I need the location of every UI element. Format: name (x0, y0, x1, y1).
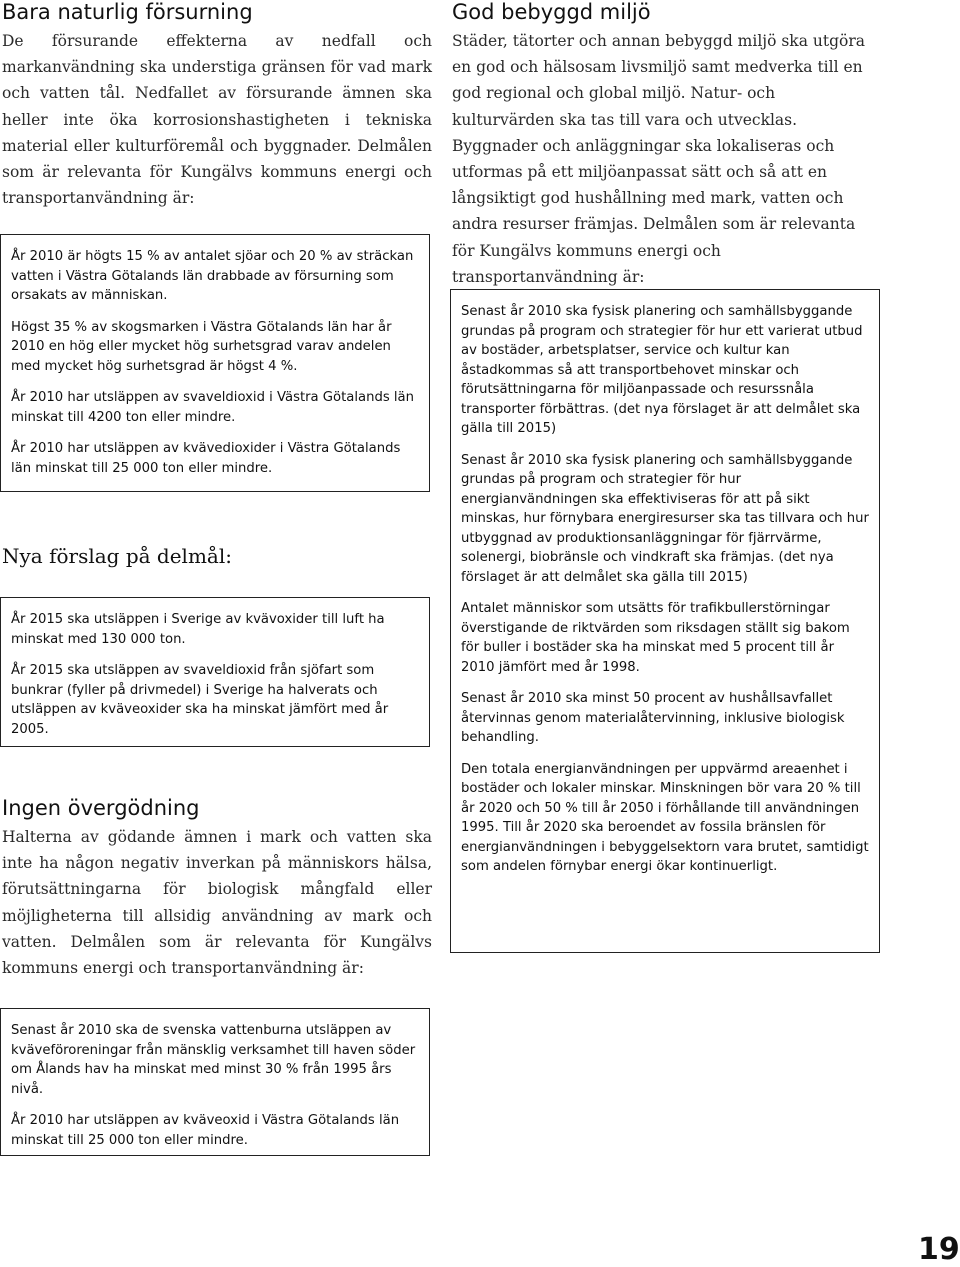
list-item: År 2015 ska utsläppen i Sverige av kvävoxider till luft ha minskat med 130 000 ton. (11, 612, 385, 647)
list-item: Högst 35 % av skogsmarken i Västra Götalands län har år 2010 en hög eller mycket hög surhetsgrad varav andelen med mycket hög surhetsgrad är högst 4 %. (11, 319, 392, 374)
list-item: År 2010 har utsläppen av kvävedioxider i Västra Götalands län minskat till 25 000 ton eller mindre. (11, 441, 401, 476)
box-nya-forslag (0, 597, 430, 747)
page-number: 19 (918, 1232, 960, 1267)
heading-bara-naturlig-forsurning: Bara naturlig försurning (2, 0, 253, 24)
list-item: Senast år 2010 ska fysisk planering och samhällsbyggande grundas på program och strategier för hur energianvändningen ska effektiviseras för att på sikt minskas, hur förnybara energiresurser ska tas tillvara och hur utbyggnad av produktionsanläggningar för fjärrvärme, solenergi, biobränsle och vindkraft ska främjas. (det nya förslaget är att delmålet ska gälla till 2015) (461, 452, 869, 585)
box-bebyggd-miljo-delmal (450, 289, 880, 953)
list-item: Senast år 2010 ska minst 50 procent av hushållsavfallet återvinnas genom materialåtervinning, inklusive biologisk behandling. (461, 691, 845, 745)
list-item: Den totala energianvändningen per uppvärmd areaenhet i bostäder och lokaler minskar. Minskningen bör vara 20 % till år 2020 och 50 % till år 2050 i förhållande till användningen 1995. Till år 2020 ska beroendet av fossila bränslen för energianvändningen i bebyggelsektorn vara brutet, samtidigt som andelen förnybar energi ökar kontinuerligt. (461, 761, 869, 874)
list-item: År 2015 ska utsläppen av svaveldioxid från sjöfart som bunkrar (fyller på drivmedel) i Sverige ha halverats och utsläppen av kväveoxider ska ha minskat jämfört med år 2005. (11, 663, 389, 737)
paragraph-overgodning: Halterna av gödande ämnen i mark och vatten ska inte ha någon negativ inverkan på människors hälsa, förutsättningarna för biologisk mångfald eller möjligheterna till allsidig användning av mark och vatten. Delmålen som är relevanta för Kungälvs kommuns energi och transportanvändning är: (2, 828, 432, 978)
list-item: Senast år 2010 ska de svenska vattenburna utsläppen av kväveföroreningar från mänsklig verksamhet till haven söder om Ålands hav ha minskat med minst 30 % från 1995 års nivå. (11, 1023, 416, 1097)
list-item: År 2010 är högts 15 % av antalet sjöar och 20 % av sträckan vatten i Västra Götalands län drabbade av försurning som orsakats av människan. (11, 249, 414, 303)
heading-nya-forslag: Nya förslag på delmål: (2, 544, 232, 568)
list-item: Senast år 2010 ska fysisk planering och samhällsbyggande grundas på program och strategier för hur ett varierat utbud av bostäder, arbetsplatser, service och kultur kan åstadkommas så att transportbehovet minskar och förutsättningarna för miljöanpassade och resurssnåla transporter förbättras. (det nya förslaget är att delmålet ska gälla till 2015) (461, 304, 863, 436)
list-item: År 2010 har utsläppen av kväveoxid i Västra Götalands län minskat till 25 000 ton eller mindre. (11, 1113, 400, 1148)
list-item: Antalet människor som utsätts för trafikbullerstörningar överstigande de riktvärden som riksdagen ställt sig bakom för buller i bostäder ska ha minskat med 5 procent till år 2010 jämfört med år 1998. (461, 601, 850, 675)
box-overgodning-delmal (0, 1008, 430, 1156)
heading-god-bebyggd-miljo: God bebyggd miljö (452, 0, 651, 24)
box-forsurning-delmal (0, 234, 430, 492)
list-item: År 2010 har utsläppen av svaveldioxid i Västra Götalands län minskat till 4200 ton eller mindre. (11, 390, 414, 425)
paragraph-bebyggd-miljo: Städer, tätorter och annan bebyggd miljö ska utgöra en god och hälsosam livsmiljö samt medverka till en god regional och global miljö. Natur- och kulturvärden ska tas till vara och utvecklas. Byggnader och anläggningar ska lokaliseras och utformas på ett miljöanpassat sätt och så att en långsiktigt god hushållning med mark, vatten och andra resurser främjas. Delmålen som är relevanta för Kungälvs kommuns energi och transportanvändning är: (452, 32, 865, 286)
paragraph-forsurning: De försurande effekterna av nedfall och markanvändning ska understiga gränsen för vad mark och vatten tål. Nedfallet av försurande ämnen ska heller inte öka korrosionshastigheten i tekniska material eller kulturföremål och byggnader. Delmålen som är relevanta för Kungälvs kommuns energi och transportanvändning är: (2, 32, 432, 208)
heading-ingen-overgodning: Ingen övergödning (2, 796, 200, 820)
